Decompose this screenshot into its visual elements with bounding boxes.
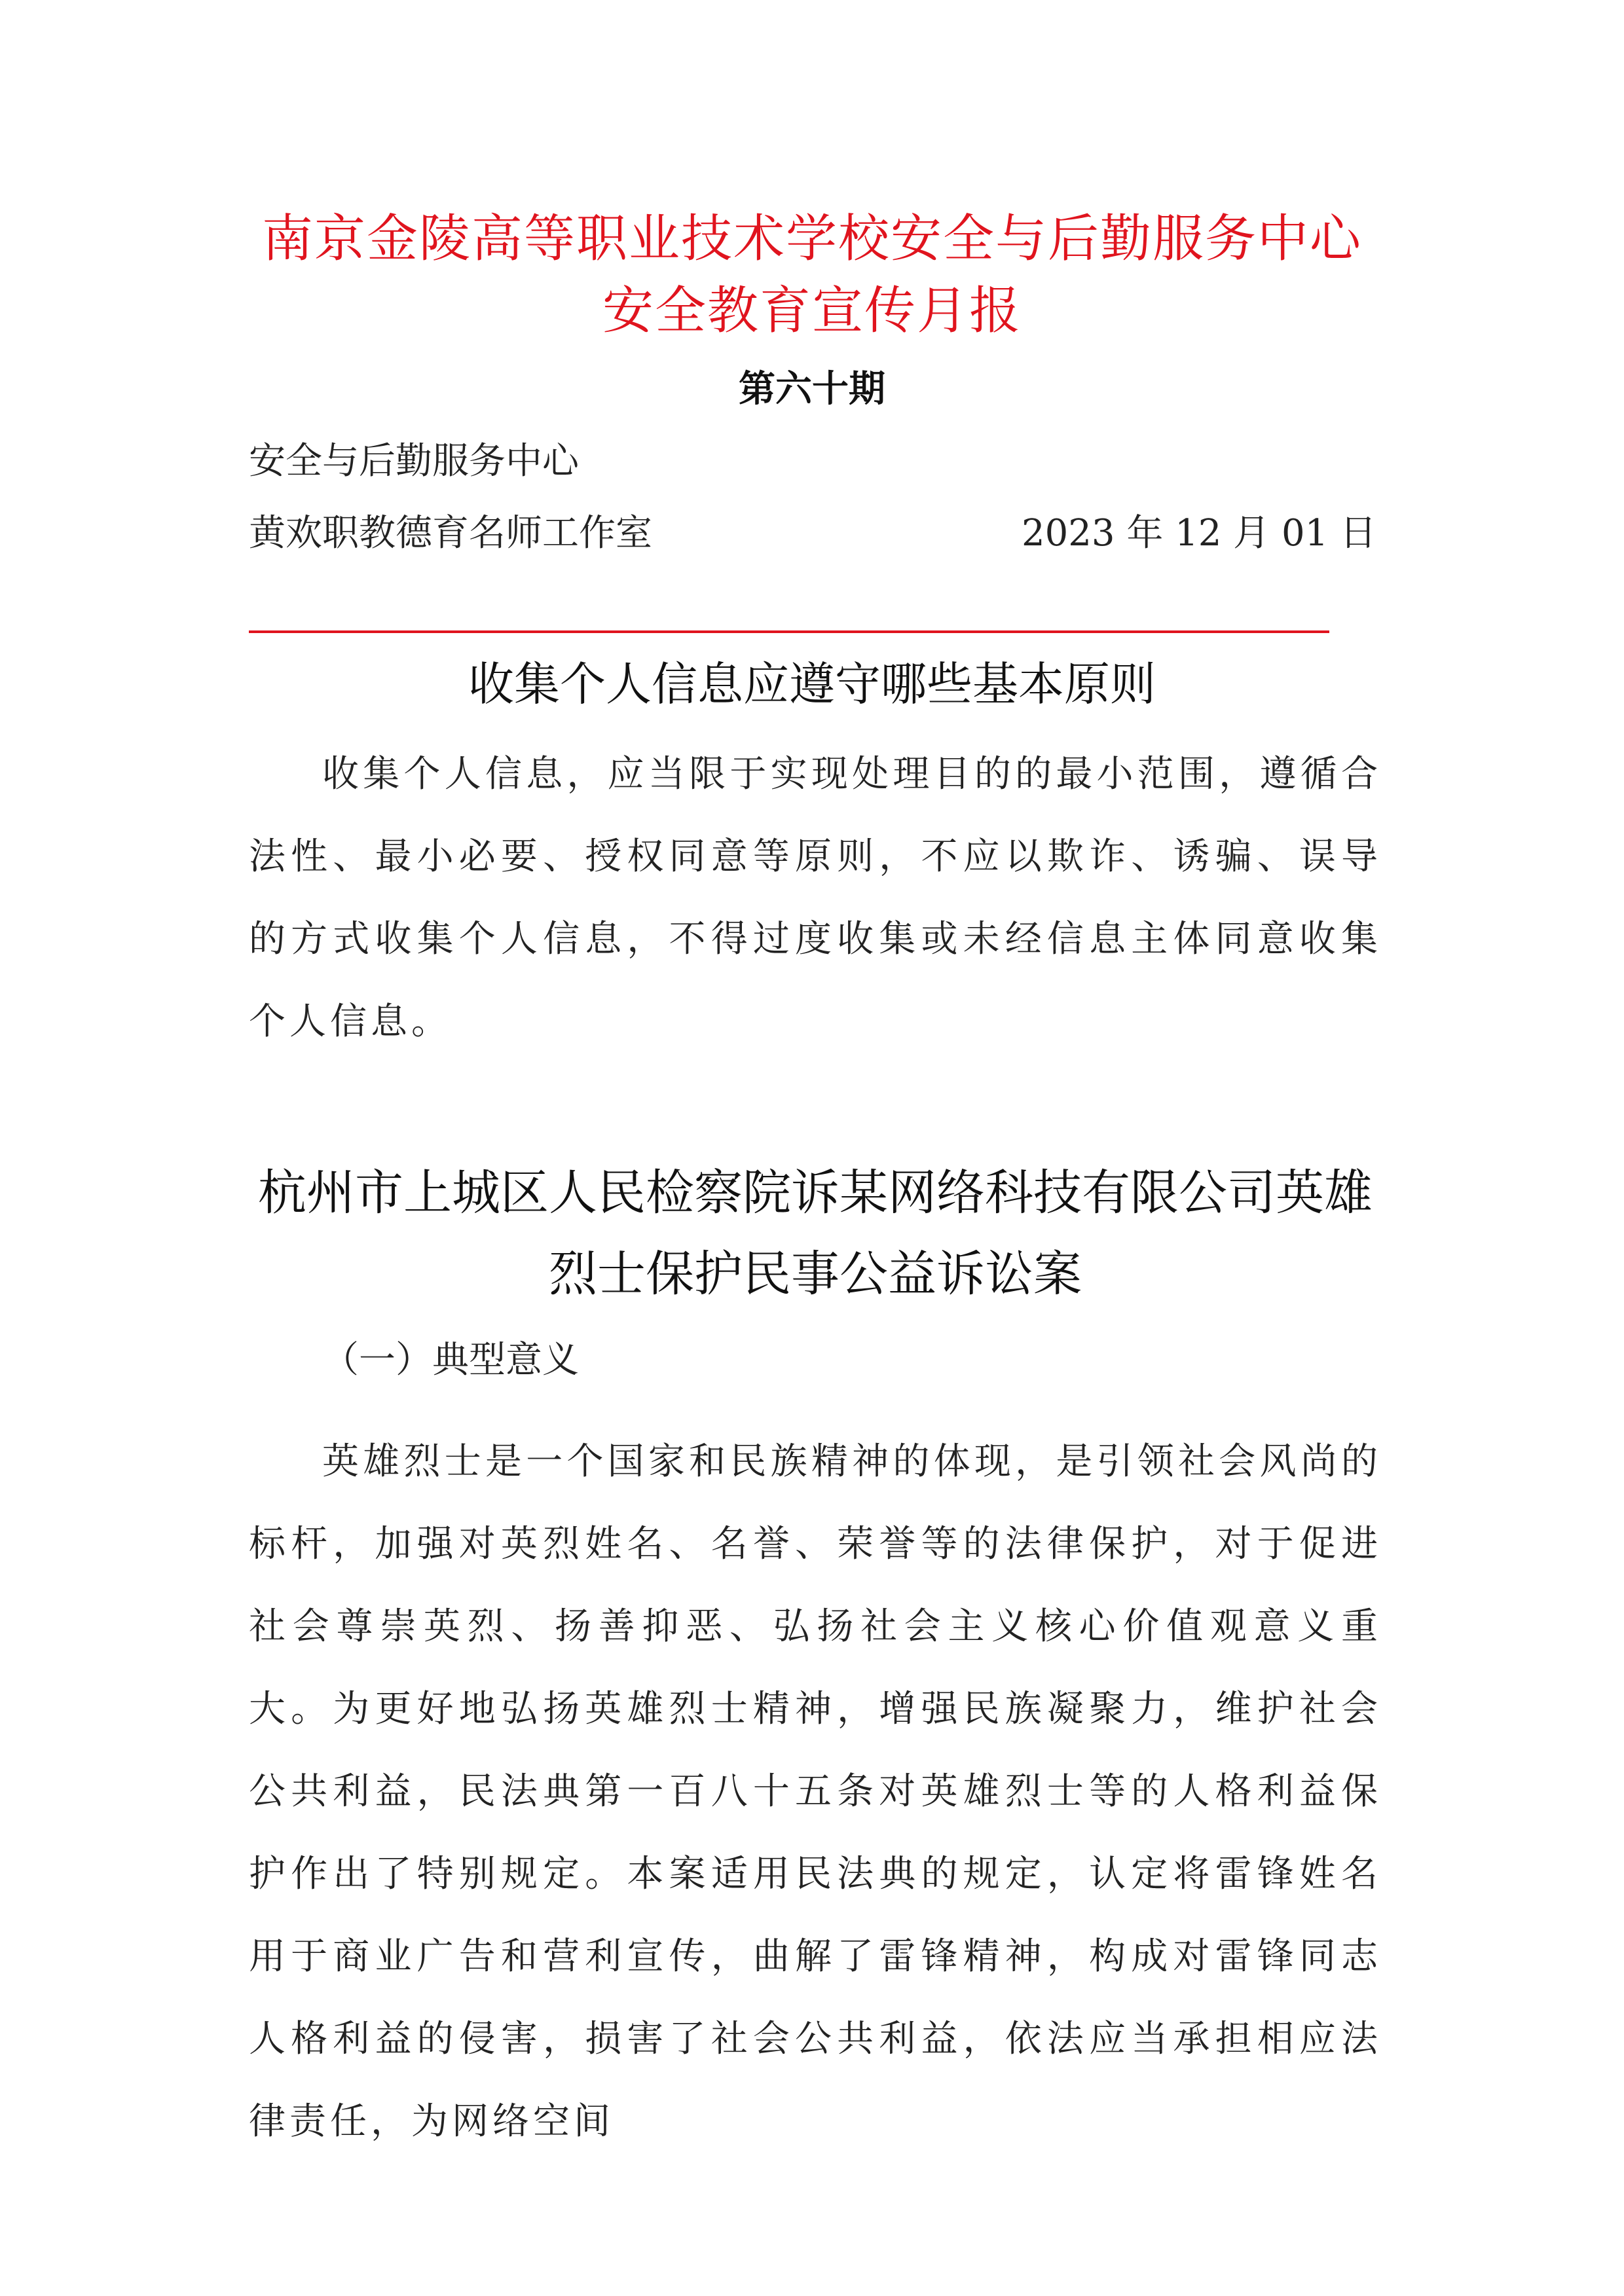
newsletter-title-line1: 南京金陵高等职业技术学校安全与后勤服务中心 [261, 210, 1362, 268]
issue-number: 第六十期 [739, 368, 885, 410]
section1-heading: 收集个人信息应遵守哪些基本原则 [468, 657, 1156, 711]
section2-subheading: （一）典型意义 [322, 1339, 579, 1381]
publish-date: 2023 年 12 月 01 日 [1022, 512, 1377, 555]
newsletter-title-line2: 安全教育宣传月报 [602, 282, 1022, 340]
section2-heading: 杭州市上城区人民检察院诉某网络科技有限公司英雄烈士保护民事公益诉讼案 [258, 1165, 1373, 1302]
publisher-org: 安全与后勤服务中心 [249, 440, 579, 483]
publisher-studio: 黄欢职教德育名师工作室 [249, 512, 652, 555]
section2-paragraph: 英雄烈士是一个国家和民族精神的体现，是引领社会风尚的标杆，加强对英烈姓名、名誉、荣誉等的法律保护，对于促进社会尊崇英烈、扬善抑恶、弘扬社会主义核心价值观意义重大。为更好地弘扬英雄烈士精神，增强民族凝聚力，维护社会公共利益，民法典第一百八十五条对英雄烈士等的人格利益保护作出了特别规定。本案适用民法典的规定，认定将雷锋姓名用于商业广告和营利宣传，曲解了雷锋精神，构成对雷锋同志人格利益的侵害，损害了社会公共利益，依法应当承担相应法律责任，为网络空间 [249, 1440, 1382, 2143]
header-divider [249, 630, 1329, 633]
section1-paragraph: 收集个人信息，应当限于实现处理目的的最小范围，遵循合法性、最小必要、授权同意等原则，不应以欺诈、诱骗、误导的方式收集个人信息，不得过度收集或未经信息主体同意收集个人信息。 [249, 753, 1382, 1043]
